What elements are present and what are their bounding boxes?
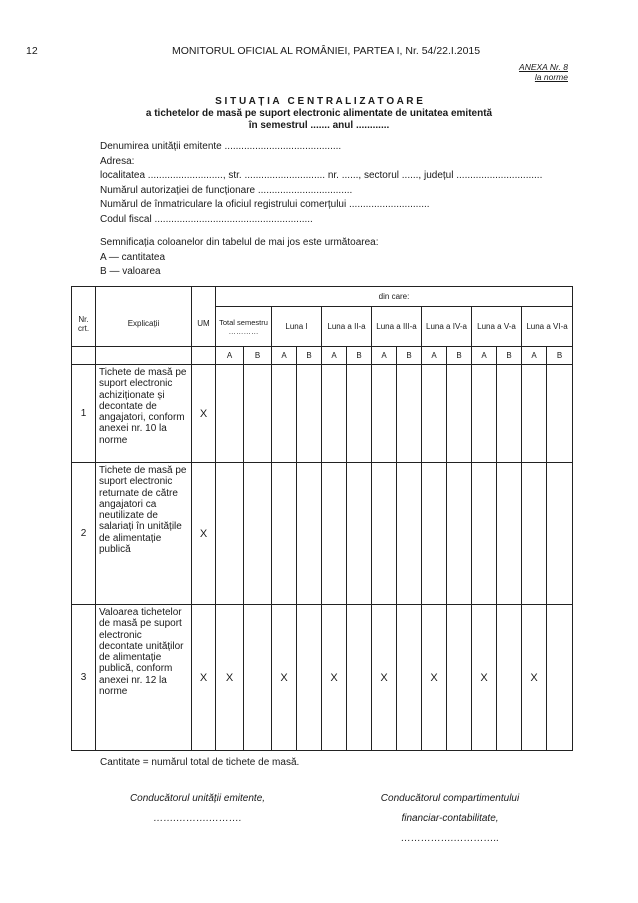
annex-subtitle: la norme [534,72,568,82]
sub-a: A [422,347,447,365]
legend-b: B — valoarea [100,266,161,277]
a-mark-cell: X [322,605,347,751]
signature-right [350,792,550,846]
col-um-header: UM [192,287,216,347]
blank-cell [72,347,96,365]
legend-intro: Semnificația coloanelor din tabelul de mai jos este următoarea: [100,237,379,248]
document-period: în semestrul ....... anul ............ [248,120,390,131]
footnote: Cantitate = numărul total de tichete de masă. [100,757,300,768]
signature-right-title: Conducătorul compartimentului [380,793,520,804]
col-explicatii-header: Explicații [96,287,192,347]
a-mark-cell: X [472,605,497,751]
signature-right-dots: …………….………….. [400,833,500,844]
summary-table [71,286,573,751]
signature-left-title: Conducătorul unității emitente, [129,793,266,804]
field-unit-name: Denumirea unității emitente .......................................... [100,141,342,152]
sub-b: B [347,347,372,365]
sub-a: A [216,347,244,365]
row-number: 3 [72,605,96,751]
sub-b: B [497,347,522,365]
a-mark-cell: X [522,605,547,751]
field-locality: localitatea ..........................., str. ............................. nr. ......, sectorul ......, județul ............................... [100,170,543,181]
blank-cell [192,347,216,365]
sub-a: A [522,347,547,365]
sub-b: B [297,347,322,365]
col-month-3: Luna a III-a [372,307,422,347]
sub-a: A [322,347,347,365]
a-mark-cell: X [272,605,297,751]
col-total-header: Total semestru ………… [216,307,272,347]
table-row [72,605,573,751]
a-mark-cell: X [216,605,244,751]
field-fiscal-code: Codul fiscal ......................................................... [100,213,313,225]
sub-b: B [397,347,422,365]
row-explanation: Valoarea tichetelor de masă pe suport electronic decontate unităților de alimentație publică, conform anexei nr. 12 la norme [96,605,192,751]
row-number: 2 [72,463,96,605]
document-subtitle: a tichetelor de masă pe suport electronic alimentate de unitatea emitentă [145,108,493,119]
a-mark-cell: X [422,605,447,751]
signature-right-subtitle: financiar-contabilitate, [401,813,499,824]
legend-a: A — cantitatea [100,251,166,263]
um-cell: X [192,605,216,751]
col-month-4: Luna a IV-a [422,307,472,347]
annex-number: ANEXA Nr. 8 [519,62,568,72]
sub-b: B [244,347,272,365]
sub-a: A [472,347,497,365]
field-authorization: Numărul autorizației de funcționare .................................. [100,184,353,196]
table-row [72,365,573,463]
signature-left-dots: …….……….………. [153,813,242,824]
um-cell: X [192,365,216,463]
col-month-2: Luna a II-a [322,307,372,347]
col-nr-header: Nr. crt. [72,287,96,347]
din-care-header: din care: [216,287,573,307]
page-number: 12 [26,45,38,57]
row-number: 1 [72,365,96,463]
col-month-1: Luna I [272,307,322,347]
document-title: S I T U A Ț I A C E N T R A L I Z A T O A R E [215,96,423,107]
sub-b: B [547,347,573,365]
field-address: Adresa: [100,155,135,167]
blank-cell [96,347,192,365]
a-mark-cell: X [372,605,397,751]
row-explanation: Tichete de masă pe suport electronic returnate de către angajatori ca neutilizate de salariați în unitățile de alimentație publică [96,463,192,605]
sub-a: A [272,347,297,365]
publication-header: MONITORUL OFICIAL AL ROMÂNIEI, PARTEA I, Nr. 54/22.I.2015 [172,45,481,57]
annex-label [519,62,568,82]
signature-left [100,792,295,826]
col-month-6: Luna a VI-a [522,307,573,347]
sub-b: B [447,347,472,365]
field-registration: Numărul de înmatriculare la oficiul registrului comerțului ............................. [100,199,430,210]
um-cell: X [192,463,216,605]
sub-a: A [372,347,397,365]
table-row [72,463,573,605]
row-explanation: Tichete de masă pe suport electronic achiziționate și decontate de angajatori, conform anexei nr. 10 la norme [96,365,192,463]
col-month-5: Luna a V-a [472,307,522,347]
